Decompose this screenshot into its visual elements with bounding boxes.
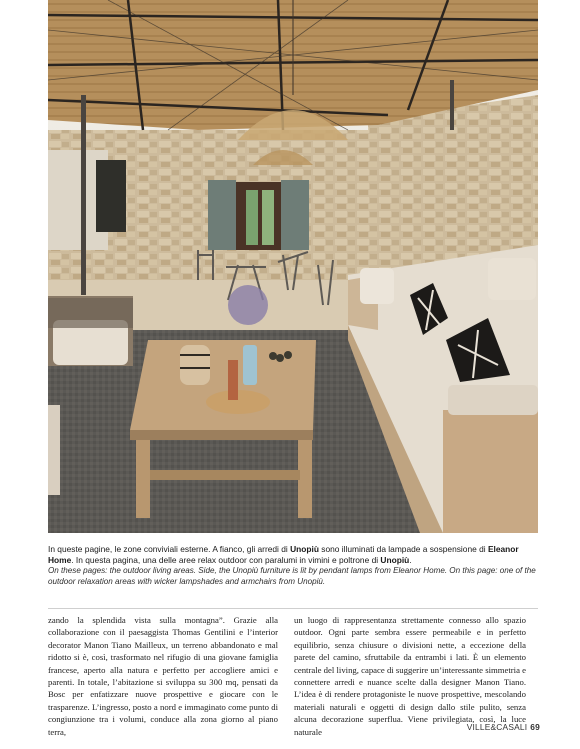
caption-italian: In queste pagine, le zone conviviali esterne. A fianco, gli arredi di Unopiù sono illuminati da lampade a sospensione di Eleanor Home. In questa pagina, una delle aree relax outdoor con paralumi in vimini e poltrone di Unopiù. (48, 544, 519, 566)
body-column-left (48, 614, 278, 738)
page-footer (467, 722, 540, 732)
page-number: 69 (530, 722, 540, 732)
body-text: un luogo di rappresentanza strettamente connesso allo spazio outdoor. Ogni parte sembra essere permeabile e in perfetto equilibrio, senza chiusure o divisioni nette, a eccezione della parete del camino, sfruttabile da entrambi i lati. È un elemento centrale del living, capace di suggerire un’interessante simmetria e connettere arredi e nuance scelte dalla designer Manon Tiano. L’idea è di rendere protagoniste le nuove prospettive, mescolando materiali naturali e oggetti di design dallo stile pulito, senza alcuna decorazione superflua. Viene privilegiata, così, la luce naturale (294, 615, 526, 737)
body-column-right (294, 614, 526, 738)
caption-english: On these pages: the outdoor living areas. Side, the Unopiù furniture is lit by pendant lamps from Eleanor Home. On this page: one of the outdoor relaxation areas with wicker lampshades and armchairs from Unopiù. (48, 566, 536, 587)
divider (48, 608, 538, 609)
magazine-name: VILLE&CASALI (466, 722, 528, 732)
body-text: zando la splendida vista sulla montagna”. Grazie alla collaborazione con il paesaggista Thomas Gentilini e l’interior decorator Manon Tiano Mailleux, un terreno abbandonato e mal ridotto si è, così, trasformato nel rifugio di una giovane famiglia francese, aperto alla natura e perfetto per accogliere amici e parenti. In totale, l’abitazione si sviluppa su 300 mq, pensati da Bosc per enfatizzare nuove prospettive e giocare con le trasparenze. L’ingresso, posto a nord e immaginato come punto di congiunzione tra i volumi, conduce alla zona giorno al piano terra, (48, 615, 278, 737)
brand-name: Eleanor Home (48, 544, 519, 566)
brand-name: Unopiù (380, 555, 410, 566)
photo-caption (48, 544, 540, 588)
main-photo (48, 0, 538, 533)
brand-name: Unopiù (290, 544, 319, 554)
